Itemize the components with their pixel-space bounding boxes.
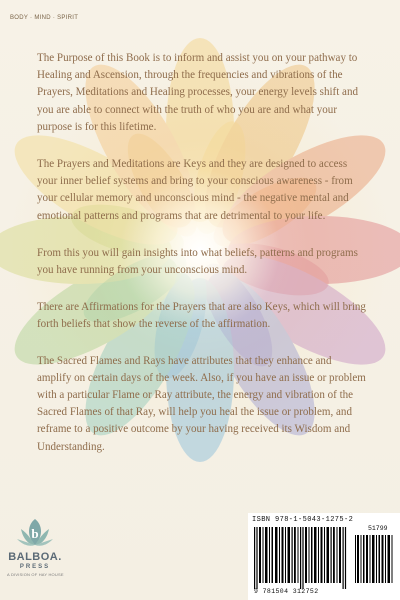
- paragraph-affirmations: There are Affirmations for the Prayers that are also Keys, which will bring forth beliefs that show the reverse of the affirmation.: [37, 301, 366, 331]
- price-code: 51799: [368, 525, 388, 532]
- publisher-division: A DIVISION OF HAY HOUSE: [7, 572, 64, 577]
- publisher-logo: [7, 515, 63, 591]
- paragraph-insights: From this you will gain insights into what beliefs, patterns and programs you have running from your unconscious mind.: [37, 246, 358, 277]
- back-cover-description: [37, 50, 368, 476]
- barcode-digits: 9 781504 312752: [254, 588, 319, 595]
- paragraph-sacred-flames: The Sacred Flames and Rays have attributes that they enhance and amplify on certain days of the week. Also, if you have an issue or problem with a particular Flame or Ray attribute, the energy and vibration of the Sacred Flames of that Ray, will help you heal the issue or problem, and reframe to a positive outcome by your having received its Wisdom and Understanding.: [37, 354, 366, 453]
- lotus-icon: [15, 515, 55, 551]
- genre-label: BODY · MIND · SPIRIT: [10, 15, 79, 21]
- paragraph-purpose: The Purpose of this Book is to inform and assist you on your pathway to Healing and Ascension, through the frequencies and vibrations of the Prayers, Meditations and Healing processes, your energy levels shift and you are able to connect with the truth of who you are and what your purpose is for this lifetime.: [37, 52, 358, 133]
- publisher-imprint: PRESS: [19, 564, 51, 570]
- logo-letter: b: [31, 526, 39, 541]
- isbn-number: ISBN 978-1-5043-1275-2: [252, 516, 354, 524]
- paragraph-prayers-meditations: The Prayers and Meditations are Keys and they are designed to access your inner belief systems and bring to your conscious awareness - from your cellular memory and unconscious mind - the negative mental and emotional patterns and programs that are detrimental to your life.: [37, 158, 353, 222]
- isbn-barcode: [248, 513, 400, 600]
- publisher-name: BALBOA.: [8, 551, 62, 563]
